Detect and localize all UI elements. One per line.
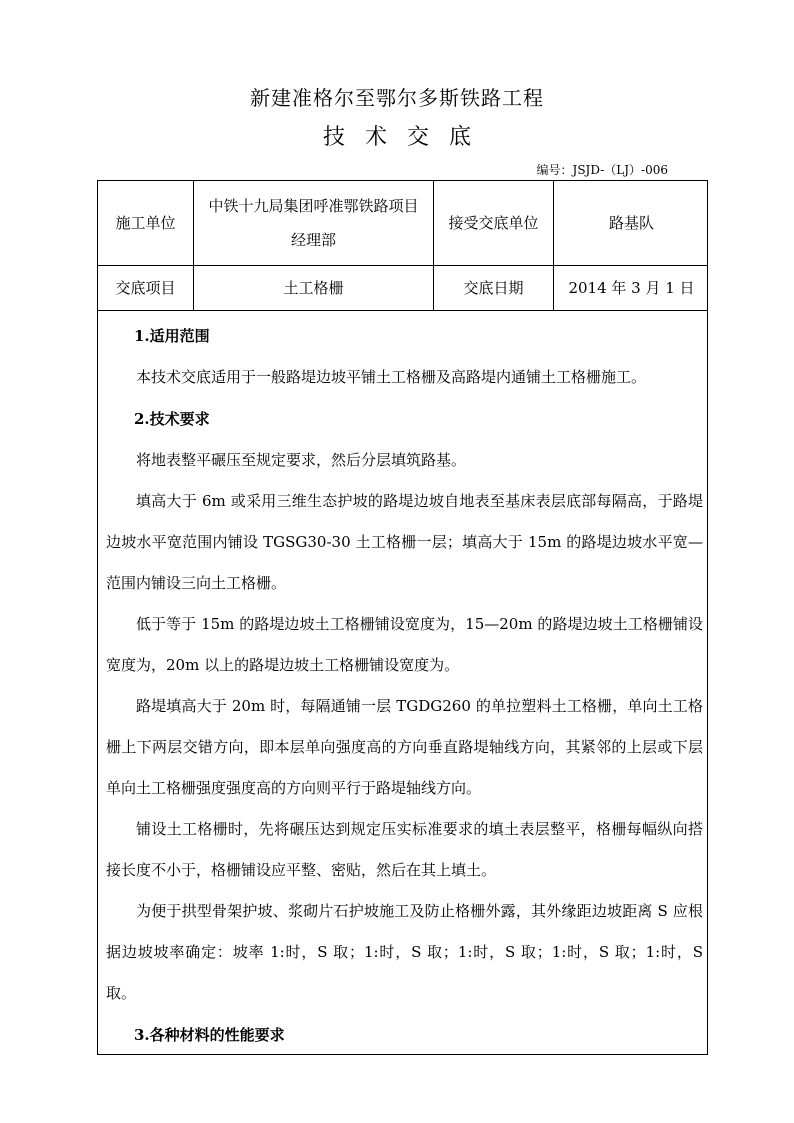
disclosure-item-value: 土工格栅 (194, 266, 434, 310)
document-number: 编号：JSJD-（LJ）-006 (536, 163, 668, 177)
paragraph-requirement-6: 为便于拱型骨架护坡、浆砌片石护坡施工及防止格栅外露，其外缘距边坡距离 S 应根据边坡坡率确定：坡率 1:时，S 取；1:时，S 取；1:时，S 取；1:时，S 取；1:时，S 取。 (106, 902, 703, 1002)
construction-unit-label: 施工单位 (98, 181, 194, 265)
disclosure-sheet (97, 180, 708, 1055)
disclosure-date-value: 2014 年 3 月 1 日 (568, 279, 695, 297)
disclosure-content (98, 311, 707, 1054)
disclosure-date-label: 交底日期 (434, 266, 554, 310)
info-row-construction-unit (98, 181, 707, 266)
paragraph-requirement-1: 将地表整平碾压至规定要求，然后分层填筑路基。 (136, 451, 467, 469)
paragraph-requirement-4: 路堤填高大于 20m 时，每隔通铺一层 TGDG260 的单拉塑料土工格栅，单向土工格栅上下两层交错方向，即本层单向强度高的方向垂直路堤轴线方向，其紧邻的上层或下层单向土工格栅强度强度高的方向则平行于路堤轴线方向。 (106, 697, 703, 797)
paragraph-requirement-3: 低于等于 15m 的路堤边坡土工格栅铺设宽度为，15—20m 的路堤边坡土工格栅铺设宽度为，20m 以上的路堤边坡土工格栅铺设宽度为。 (106, 615, 703, 674)
paragraph-scope: 本技术交底适用于一般路堤边坡平铺土工格栅及高路堤内通铺土工格栅施工。 (136, 368, 647, 386)
paragraph-requirement-5: 铺设土工格栅时，先将碾压达到规定压实标准要求的填土表层整平，格栅每幅纵向搭接长度不小于，格栅铺设应平整、密贴，然后在其上填土。 (106, 820, 703, 879)
section-heading-materials: 3.各种材料的性能要求 (134, 1026, 285, 1044)
document-subtitle: 技术交底 (322, 125, 491, 150)
construction-unit-value-line1: 中铁十九局集团呼准鄂铁路项目 (208, 197, 419, 215)
document-title: 新建准格尔至鄂尔多斯铁路工程 (250, 86, 544, 110)
receiving-unit-label: 接受交底单位 (434, 181, 554, 265)
section-heading-scope: 1.适用范围 (134, 327, 210, 345)
construction-unit-value (194, 181, 434, 265)
info-row-disclosure-item (98, 266, 707, 311)
construction-unit-value-line2: 经理部 (290, 231, 336, 249)
paragraph-requirement-2: 填高大于 6m 或采用三维生态护坡的路堤边坡自地表至基床表层底部每隔高，于路堤边坡水平宽范围内铺设 TGSG30-30 土工格栅一层；填高大于 15m 的路堤边坡水平宽—范围内铺设三向土工格栅。 (106, 492, 703, 592)
disclosure-item-label: 交底项目 (98, 266, 194, 310)
receiving-unit-value: 路基队 (608, 214, 654, 232)
section-heading-requirements: 2.技术要求 (134, 410, 210, 428)
